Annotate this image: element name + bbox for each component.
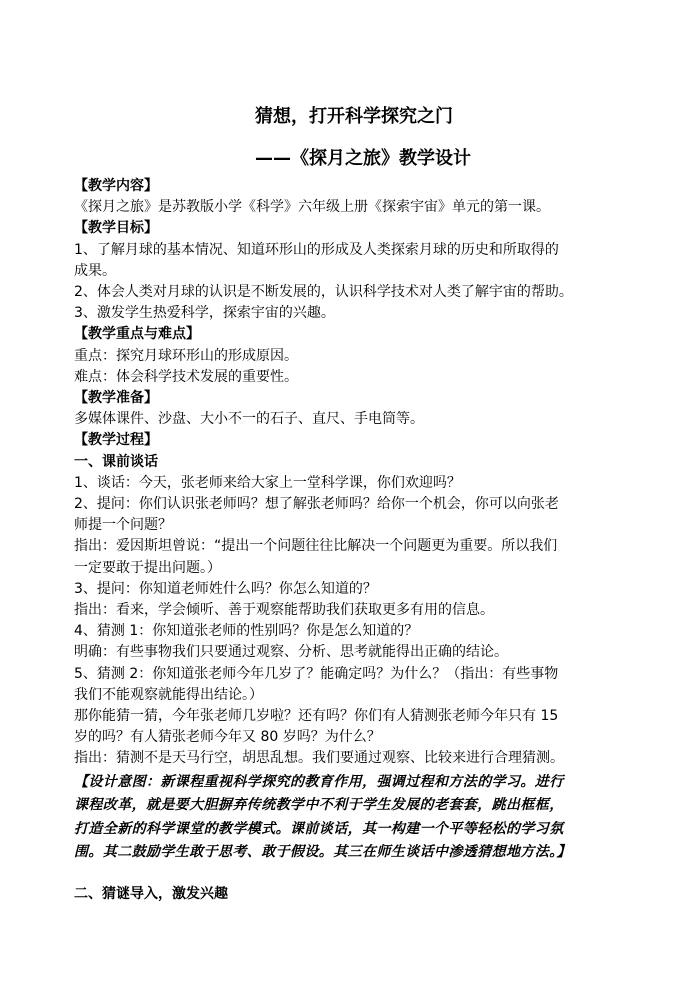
part-heading: 二、猜谜导入，激发兴趣 <box>74 885 228 902</box>
document-subtitle: ——《探月之旅》教学设计 <box>255 148 471 169</box>
section-heading-content: 【教学内容】 <box>74 178 158 194</box>
dialogue-line: 2、提问：你们认识张老师吗？想了解张老师吗？给你一个机会，你可以向张老 <box>74 496 559 513</box>
section-heading-process: 【教学过程】 <box>74 432 158 449</box>
dialogue-line: 指出：猜测不是天马行空，胡思乱想。我们要通过观察、比较来进行合理猜测。 <box>74 750 564 767</box>
dialogue-line: 那你能猜一猜，今年张老师几岁啦？还有吗？你们有人猜测张老师今年只有 15 <box>74 708 559 725</box>
document-page <box>74 104 634 905</box>
dialogue-line: 明确：有些事物我们只要通过观察、分析、思考就能得出正确的结论。 <box>74 644 508 661</box>
goal-line: 3、激发学生热爱科学，探索宇宙的兴趣。 <box>74 305 335 322</box>
goal-line: 成果。 <box>74 262 116 279</box>
design-intent-line: 打造全新的科学课堂的教学模式。课前谈话，其一构建一个平等轻松的学习氛 <box>74 820 564 837</box>
preparation-text: 多媒体课件、沙盘、大小不一的石子、直尺、手电筒等。 <box>74 411 424 428</box>
dialogue-line: 3、提问：你知道老师姓什么吗？你怎么知道的？ <box>74 580 377 597</box>
goal-line: 1、了解月球的基本情况、知道环形山的形成及人类探索月球的历史和所取得的 <box>74 241 559 258</box>
document-title: 猜想，打开科学探究之门 <box>255 106 453 127</box>
dialogue-line: 一定要敢于提出问题。） <box>74 559 221 576</box>
document-body <box>74 176 634 905</box>
dialogue-line: 5、猜测 2：你知道张老师今年几岁了？能确定吗？为什么？（指出：有些事物 <box>74 665 559 682</box>
section-heading-key-points: 【教学重点与难点】 <box>74 326 200 343</box>
part-heading: 一、课前谈话 <box>74 453 158 470</box>
key-point-line: 难点：体会科学技术发展的重要性。 <box>74 368 298 385</box>
dialogue-line: 4、猜测 1：你知道张老师的性别吗？你是怎么知道的？ <box>74 623 419 640</box>
key-point-line: 重点：探究月球环形山的形成原因。 <box>74 347 298 364</box>
design-intent-line: 围。其二鼓励学生敢于思考、敢于假设。其三在师生谈话中渗透猜想地方法。】 <box>74 844 571 861</box>
dialogue-line: 师提一个问题？ <box>74 517 172 534</box>
dialogue-line: 指出：爱因斯坦曾说：“提出一个问题往往比解决一个问题更为重要。所以我们 <box>74 538 558 555</box>
design-intent-line: 课程改革，就是要大胆摒弃传统教学中不利于学生发展的老套套，跳出框框， <box>74 797 564 814</box>
content-text: 《探月之旅》是苏教版小学《科学》六年级上册《探索宇宙》单元的第一课。 <box>74 199 550 216</box>
dialogue-line: 岁的吗？有人猜张老师今年又 80 岁吗？为什么？ <box>74 729 381 746</box>
section-heading-goals: 【教学目标】 <box>74 220 158 237</box>
dialogue-line: 我们不能观察就能得出结论。） <box>74 686 263 703</box>
dialogue-line: 指出：看来，学会倾听、善于观察能帮助我们获取更多有用的信息。 <box>74 602 494 619</box>
dialogue-line: 1、谈话：今天，张老师来给大家上一堂科学课，你们欢迎吗？ <box>74 474 461 491</box>
section-heading-preparation: 【教学准备】 <box>74 390 158 407</box>
goal-line: 2、体会人类对月球的认识是不断发展的，认识科学技术对人类了解宇宙的帮助。 <box>74 284 573 301</box>
design-intent-line: 【设计意图：新课程重视科学探究的教育作用，强调过程和方法的学习。进行 <box>74 773 564 790</box>
